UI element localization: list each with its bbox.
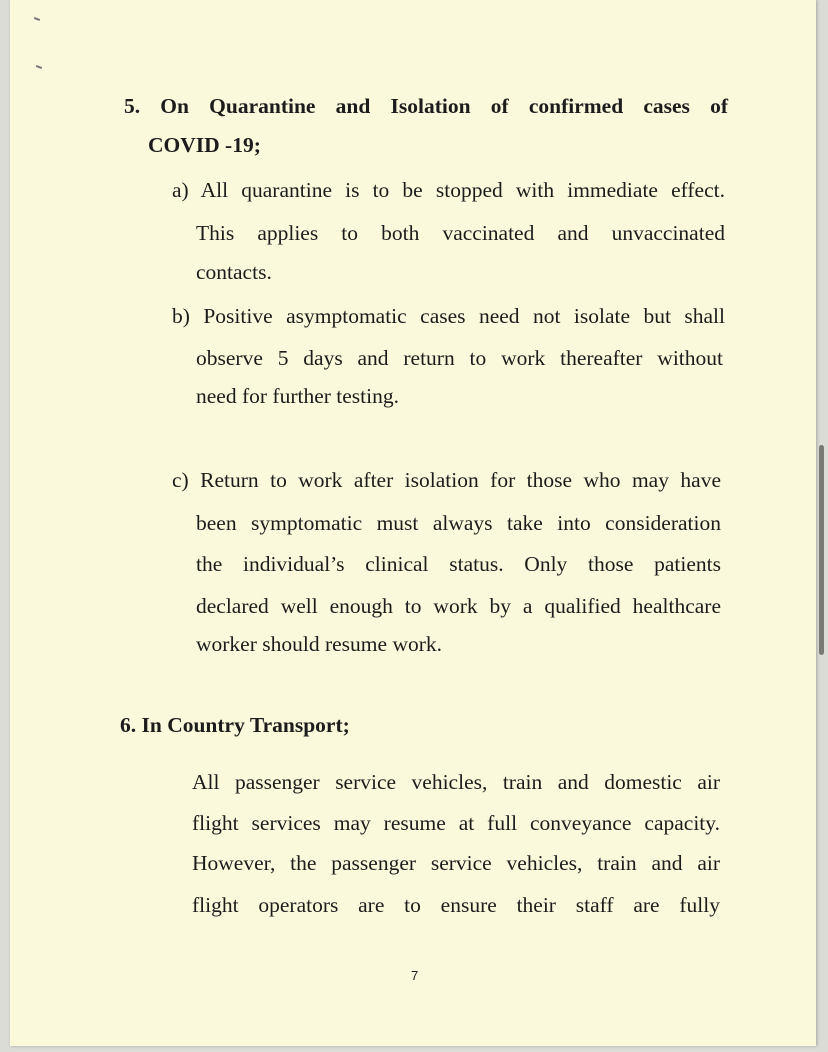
section-5-heading-line-1: 5. On Quarantine and Isolation of confirmed cases of (124, 94, 728, 118)
document-page (10, 0, 816, 1046)
item-b-line-3: need for further testing. (196, 384, 399, 408)
section-6-body-line-1: All passenger service vehicles, train and domestic air (192, 770, 720, 794)
section-6-body-line-3: However, the passenger service vehicles, train and air (192, 851, 720, 875)
item-c-line-2: been symptomatic must always take into consideration (196, 511, 721, 535)
page-number: 7 (411, 968, 419, 983)
item-b-line-2: observe 5 days and return to work thereafter without (196, 346, 723, 370)
item-a-line-2: This applies to both vaccinated and unvaccinated (196, 221, 725, 245)
scan-mark (36, 65, 42, 69)
item-b-line-1: b) Positive asymptomatic cases need not isolate but shall (172, 304, 725, 328)
section-6-body-line-4: flight operators are to ensure their staff are fully (192, 893, 720, 917)
item-a-line-3: contacts. (196, 260, 272, 284)
item-c-line-5: worker should resume work. (196, 632, 443, 656)
item-c-line-1: c) Return to work after isolation for those who may have (172, 468, 721, 492)
scan-mark (34, 17, 40, 21)
item-c-line-3: the individual’s clinical status. Only those patients (196, 552, 721, 576)
item-c-line-4: declared well enough to work by a qualified healthcare (196, 594, 721, 618)
section-6-body-line-2: flight services may resume at full conveyance capacity. (192, 811, 720, 835)
item-a-line-1: a) All quarantine is to be stopped with immediate effect. (172, 178, 725, 202)
vertical-scrollbar[interactable] (819, 445, 824, 655)
section-6-heading: 6. In Country Transport; (120, 713, 350, 737)
section-5-heading-line-2: COVID -19; (148, 133, 261, 157)
